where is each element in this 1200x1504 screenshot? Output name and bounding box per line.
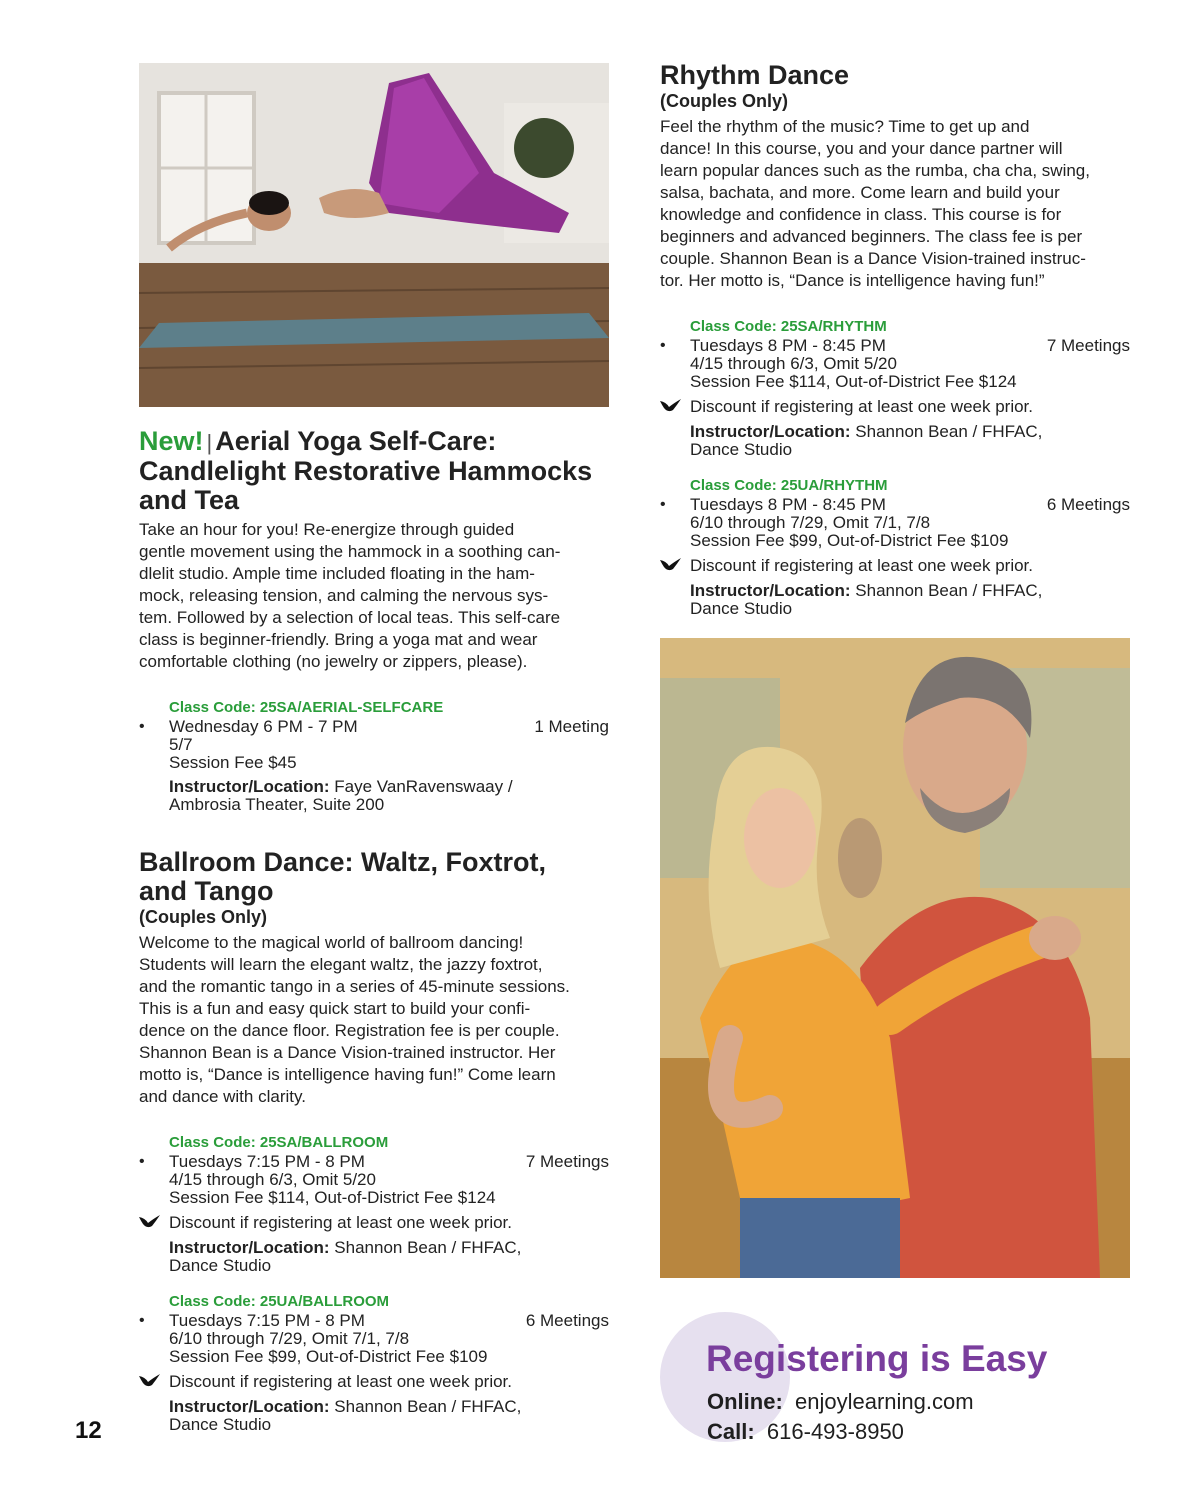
schedule-dates: 6/10 through 7/29, Omit 7/1, 7/8 <box>169 1329 410 1348</box>
aerial-yoga-photo <box>139 63 609 407</box>
aerial-yoga-illustration <box>139 63 609 407</box>
session-fee: Session Fee $45 <box>169 753 297 772</box>
instructor-label: Instructor/Location: <box>169 1238 330 1257</box>
schedule-time: Tuesdays 7:15 PM - 8 PM <box>169 1152 365 1171</box>
ballroom-subtitle: (Couples Only) <box>139 907 268 927</box>
desc-line: mock, releasing tension, and calming the nervous sys- <box>139 586 549 605</box>
rhythm-section <box>660 61 1130 618</box>
couple-dancing-illustration <box>660 638 1130 1278</box>
discount-text: Discount if registering at least one week prior. <box>690 397 1034 416</box>
online-label: Online: <box>707 1389 783 1414</box>
rhythm-title: Rhythm Dance <box>660 60 850 90</box>
register-online <box>707 1389 974 1415</box>
desc-line: and the romantic tango in a series of 45-minute sessions. <box>139 977 570 996</box>
discount-note <box>139 1372 609 1392</box>
meeting-count: 6 Meetings <box>1046 495 1130 514</box>
aerial-session <box>139 699 609 814</box>
desc-line: salsa, bachata, and more. Come learn and build your <box>660 183 1060 202</box>
desc-line: Welcome to the magical world of ballroom dancing! <box>139 933 524 952</box>
class-code: Class Code: 25SA/AERIAL-SELFCARE <box>169 699 444 716</box>
meeting-count: 1 Meeting <box>534 717 609 736</box>
online-link[interactable]: enjoylearning.com <box>782 1389 974 1414</box>
desc-line: learn popular dances such as the rumba, cha cha, swing, <box>660 161 1090 180</box>
session-schedule <box>139 1312 609 1366</box>
instructor-location <box>690 582 1130 618</box>
session-schedule <box>660 496 1130 550</box>
register-title: Registering is Easy <box>706 1338 1048 1379</box>
class-code: Class Code: 25UA/BALLROOM <box>169 1293 390 1310</box>
desc-line: dlelit studio. Ample time included floating in the ham- <box>139 564 535 583</box>
page-number: 12 <box>75 1417 102 1444</box>
instructor-value: Shannon Bean / FHFAC, <box>329 1238 522 1257</box>
ballroom-title-line2: and Tango <box>139 876 274 906</box>
instructor-location <box>690 423 1130 459</box>
ballroom-title <box>139 848 609 906</box>
session-fee: Session Fee $114, Out-of-District Fee $124 <box>169 1188 496 1207</box>
aerial-title-line2: Candlelight Restorative Hammocks <box>139 456 593 486</box>
instructor-label: Instructor/Location: <box>690 422 851 441</box>
call-label: Call: <box>707 1419 755 1444</box>
desc-line: motto is, “Dance is intelligence having fun!” Come learn <box>139 1065 556 1084</box>
discount-text: Discount if registering at least one week prior. <box>169 1372 513 1391</box>
phone-number[interactable]: 616-493-8950 <box>754 1419 904 1444</box>
discount-text: Discount if registering at least one week prior. <box>169 1213 513 1232</box>
rhythm-session-1 <box>660 318 1130 459</box>
session-fee: Session Fee $99, Out-of-District Fee $109 <box>690 531 1009 550</box>
desc-line: tor. Her motto is, “Dance is intelligence having fun!” <box>660 271 1045 290</box>
desc-line: Shannon Bean is a Dance Vision-trained instructor. Her <box>139 1043 556 1062</box>
ballroom-description <box>139 932 609 1108</box>
instructor-location <box>169 778 609 814</box>
discount-note <box>139 1213 609 1233</box>
desc-line: couple. Shannon Bean is a Dance Vision-trained instruc- <box>660 249 1086 268</box>
ballroom-session-1 <box>139 1134 609 1275</box>
schedule-time: Tuesdays 8 PM - 8:45 PM <box>690 336 886 355</box>
aerial-yoga-title <box>139 427 609 515</box>
desc-line: Take an hour for you! Re-energize through guided <box>139 520 515 539</box>
bullet: • <box>660 496 666 513</box>
rhythm-description <box>660 116 1130 292</box>
ballroom-section <box>139 848 609 1434</box>
bullet: • <box>139 1312 145 1329</box>
bird-discount-icon <box>660 558 682 572</box>
discount-note <box>660 397 1130 417</box>
bird-discount-icon <box>660 399 682 413</box>
class-code: Class Code: 25SA/BALLROOM <box>169 1134 389 1151</box>
class-code: Class Code: 25UA/RHYTHM <box>690 477 888 494</box>
new-badge: New! <box>139 426 204 456</box>
instructor-location-line2: Dance Studio <box>169 1415 272 1434</box>
schedule-dates: 5/7 <box>169 735 193 754</box>
bullet: • <box>660 337 666 354</box>
instructor-location <box>169 1239 609 1275</box>
desc-line: Students will learn the elegant waltz, the jazzy foxtrot, <box>139 955 543 974</box>
desc-line: knowledge and confidence in class. This course is for <box>660 205 1062 224</box>
instructor-value: Shannon Bean / FHFAC, <box>850 422 1043 441</box>
desc-line: and dance with clarity. <box>139 1087 306 1106</box>
instructor-location-line2: Dance Studio <box>169 1256 272 1275</box>
rhythm-session-2 <box>660 477 1130 618</box>
discount-text: Discount if registering at least one week prior. <box>690 556 1034 575</box>
instructor-value: Faye VanRavenswaay / <box>329 777 513 796</box>
instructor-value: Shannon Bean / FHFAC, <box>850 581 1043 600</box>
instructor-value: Shannon Bean / FHFAC, <box>329 1397 522 1416</box>
session-fee: Session Fee $114, Out-of-District Fee $124 <box>690 372 1017 391</box>
schedule-dates: 4/15 through 6/3, Omit 5/20 <box>169 1170 376 1189</box>
class-code: Class Code: 25SA/RHYTHM <box>690 318 887 335</box>
couple-dancing-photo <box>660 638 1130 1278</box>
meeting-count: 7 Meetings <box>1046 336 1130 355</box>
aerial-title-line1: Aerial Yoga Self-Care: <box>215 426 497 456</box>
session-schedule <box>660 337 1130 391</box>
register-call <box>707 1419 904 1445</box>
instructor-location-line2: Dance Studio <box>690 440 793 459</box>
aerial-yoga-section <box>139 427 609 814</box>
bird-discount-icon <box>139 1374 161 1388</box>
bird-discount-icon <box>139 1215 161 1229</box>
bullet: • <box>139 718 145 735</box>
aerial-title-line3: and Tea <box>139 485 240 515</box>
desc-line: tem. Followed by a selection of local teas. This self-care <box>139 608 561 627</box>
desc-line: gentle movement using the hammock in a soothing can- <box>139 542 561 561</box>
schedule-time: Tuesdays 7:15 PM - 8 PM <box>169 1311 365 1330</box>
session-fee: Session Fee $99, Out-of-District Fee $109 <box>169 1347 488 1366</box>
meeting-count: 6 Meetings <box>525 1311 609 1330</box>
session-schedule <box>139 718 609 772</box>
schedule-time: Wednesday 6 PM - 7 PM <box>169 717 358 736</box>
discount-note <box>660 556 1130 576</box>
instructor-label: Instructor/Location: <box>690 581 851 600</box>
desc-line: class is beginner-friendly. Bring a yoga mat and wear <box>139 630 538 649</box>
bullet: • <box>139 1153 145 1170</box>
schedule-dates: 6/10 through 7/29, Omit 7/1, 7/8 <box>690 513 931 532</box>
schedule-time: Tuesdays 8 PM - 8:45 PM <box>690 495 886 514</box>
instructor-label: Instructor/Location: <box>169 777 330 796</box>
desc-line: Feel the rhythm of the music? Time to get up and <box>660 117 1030 136</box>
instructor-location-line2: Ambrosia Theater, Suite 200 <box>169 795 385 814</box>
instructor-label: Instructor/Location: <box>169 1397 330 1416</box>
rhythm-subtitle: (Couples Only) <box>660 91 789 111</box>
desc-line: beginners and advanced beginners. The class fee is per <box>660 227 1083 246</box>
instructor-location-line2: Dance Studio <box>690 599 793 618</box>
ballroom-title-line1: Ballroom Dance: Waltz, Foxtrot, <box>139 847 547 877</box>
desc-line: This is a fun and easy quick start to build your confi- <box>139 999 531 1018</box>
aerial-description <box>139 519 609 673</box>
instructor-location <box>169 1398 609 1434</box>
ballroom-session-2 <box>139 1293 609 1434</box>
desc-line: dence on the dance floor. Registration fee is per couple. <box>139 1021 560 1040</box>
session-schedule <box>139 1153 609 1207</box>
schedule-dates: 4/15 through 6/3, Omit 5/20 <box>690 354 897 373</box>
title-separator: | <box>206 430 213 455</box>
desc-line: dance! In this course, you and your dance partner will <box>660 139 1063 158</box>
meeting-count: 7 Meetings <box>525 1152 609 1171</box>
desc-line: comfortable clothing (no jewelry or zippers, please). <box>139 652 528 671</box>
